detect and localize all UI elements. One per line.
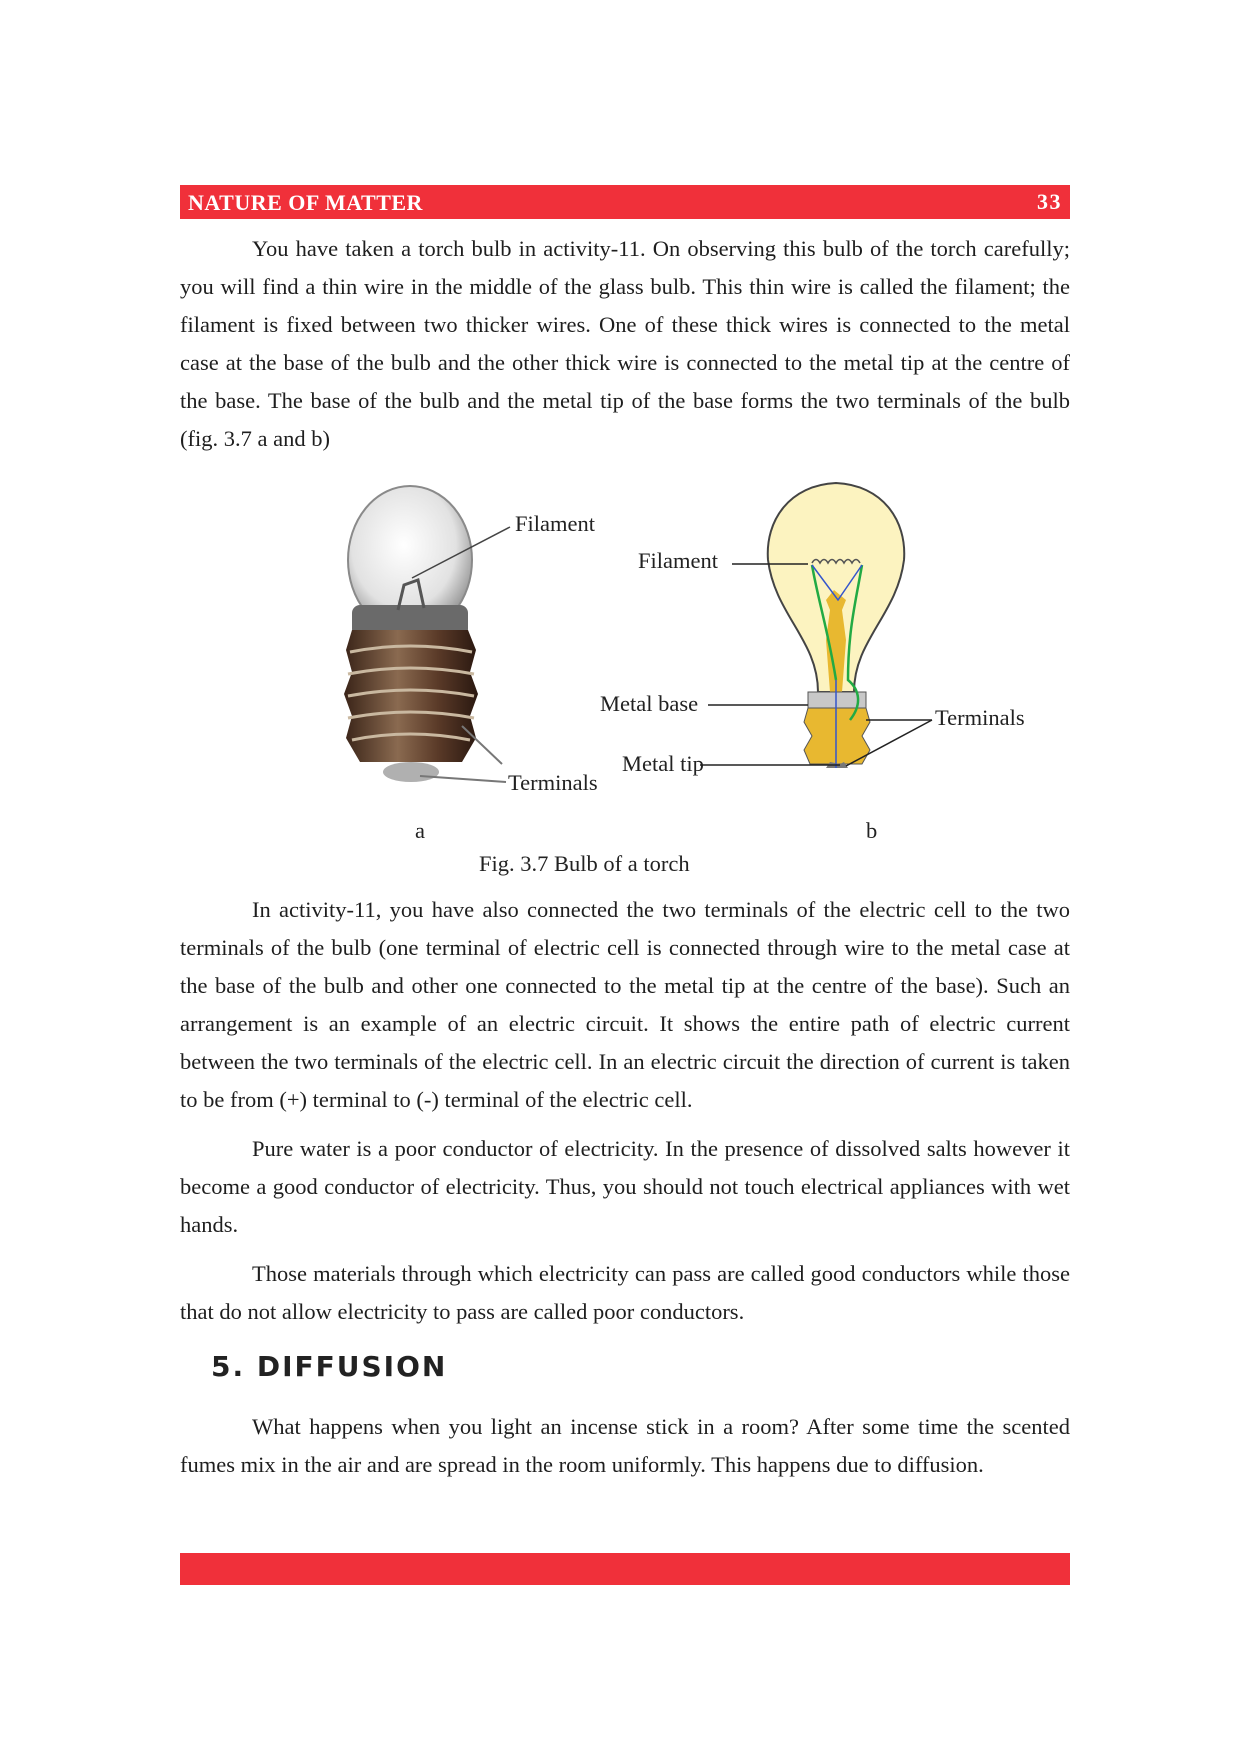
support-wire-green bbox=[812, 565, 862, 720]
figure-caption: Fig. 3.7 Bulb of a torch bbox=[479, 851, 690, 876]
page-number: 33 bbox=[1037, 189, 1062, 214]
glass-bulb-b bbox=[768, 483, 904, 692]
filament-coil-b bbox=[812, 560, 860, 564]
label-metal-tip: Metal tip bbox=[622, 751, 704, 776]
section-heading-diffusion: 5. DIFFUSION bbox=[211, 1350, 448, 1383]
metal-tip-b bbox=[826, 762, 848, 768]
label-terminals-b: Terminals bbox=[935, 705, 1025, 730]
label-terminals-a: Terminals bbox=[508, 770, 598, 795]
paragraph-bulb-description bbox=[180, 230, 1070, 458]
filament-a bbox=[398, 580, 424, 610]
paragraph-pure-water bbox=[180, 1130, 1070, 1244]
paragraph-text: In activity-11, you have also connected the two terminals of the electric cell to the two terminals of the bulb (one terminal of electric cell is connected through wire to the metal case at the base of the bulb and other one connected to the metal tip at the centre of the base). Such an arrangement is an example of an electric circuit. It shows the entire path of electric current between the two terminals of the electric cell. In an electric circuit the direction of current is taken to be from (+) terminal to (-) terminal of the electric cell. bbox=[180, 897, 1070, 1112]
torch-bulb-photo bbox=[344, 486, 510, 782]
paragraph-text: You have taken a torch bulb in activity-11. On observing this bulb of the torch carefully; you will find a thin wire in the middle of the glass bulb. This thin wire is called the filament; the filament is fixed between two thicker wires. One of these thick wires is connected to the metal case at the base of the bulb and the other thick wire is connected to the metal tip at the centre of the base. The base of the bulb and the metal tip of the base forms the two terminals of the bulb (fig. 3.7 a and b) bbox=[180, 236, 1070, 451]
screw-base-b bbox=[804, 708, 870, 764]
screw-threads-a bbox=[348, 646, 474, 740]
chapter-title: NATURE OF MATTER bbox=[188, 190, 423, 215]
paragraph-text: Pure water is a poor conductor of electricity. In the presence of dissolved salts however it become a good conductor of electricity. Thus, you should not touch electrical appliances with wet hands. bbox=[180, 1136, 1070, 1237]
label-metal-base: Metal base bbox=[600, 691, 699, 716]
label-filament-b: Filament bbox=[638, 548, 718, 573]
paragraph-conductors bbox=[180, 1255, 1070, 1331]
pointer-filament-a bbox=[412, 527, 510, 578]
lead-wire-blue bbox=[812, 565, 862, 768]
label-filament-a: Filament bbox=[515, 511, 595, 536]
paragraph-text: Those materials through which electricity can pass are called good conductors while those that do not allow electricity to pass are called poor conductors. bbox=[180, 1261, 1070, 1324]
metal-tip-a bbox=[383, 762, 439, 782]
running-header bbox=[180, 185, 1070, 219]
metal-base-band bbox=[808, 692, 866, 708]
pointer-terminal-b2 bbox=[846, 720, 932, 766]
paragraph-diffusion bbox=[180, 1408, 1070, 1484]
running-footer bbox=[180, 1553, 1070, 1585]
pointer-terminal-a1 bbox=[462, 726, 502, 764]
paragraph-electric-circuit bbox=[180, 891, 1070, 1119]
paragraph-text: What happens when you light an incense stick in a room? After some time the scented fumes mix in the air and are spread in the room uniformly. This happens due to diffusion. bbox=[180, 1414, 1070, 1477]
screw-base-a bbox=[344, 630, 478, 762]
sublabel-a: a bbox=[415, 818, 425, 843]
bulb-neck-a bbox=[352, 605, 468, 637]
glass-stem-b bbox=[826, 590, 846, 692]
pointer-terminal-a2 bbox=[420, 776, 506, 782]
sublabel-b: b bbox=[866, 818, 878, 843]
bulb-diagram bbox=[700, 483, 932, 768]
glass-bulb-a bbox=[348, 486, 472, 634]
